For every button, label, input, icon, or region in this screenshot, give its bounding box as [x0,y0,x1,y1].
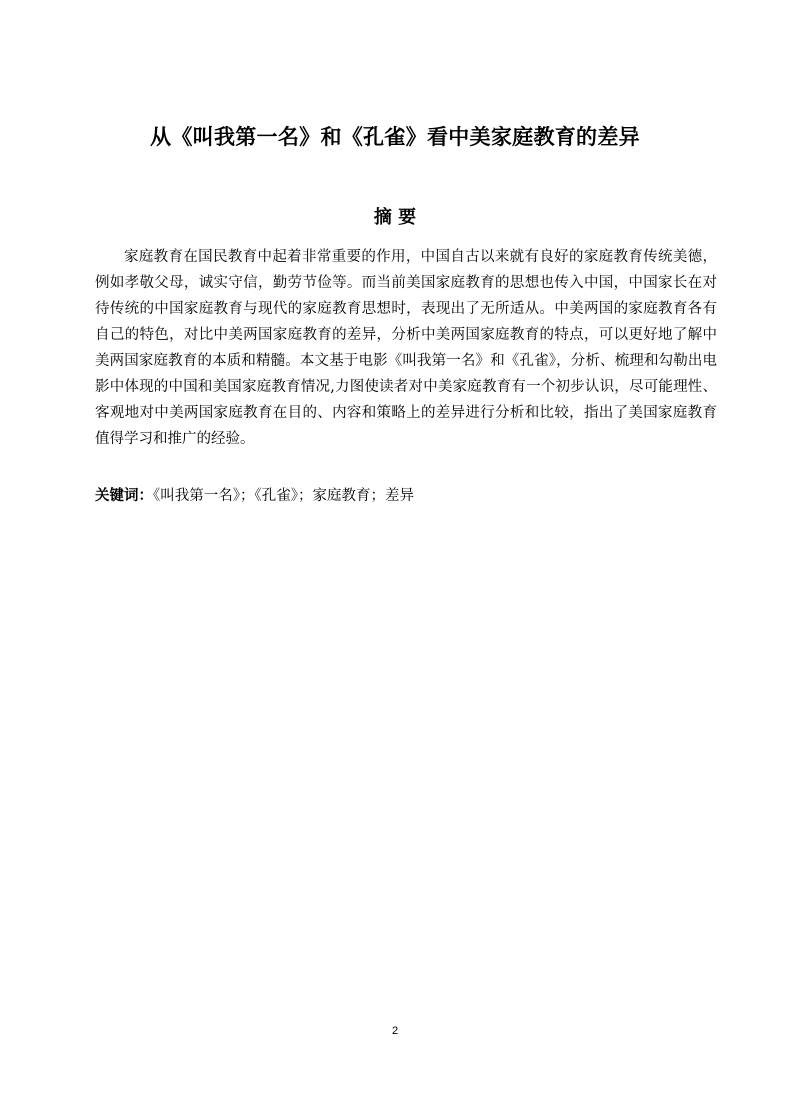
keywords-text: 《叫我第一名》；《孔雀》；家庭教育；差异 [153,488,414,504]
keywords-label: 关键词： [95,488,153,504]
abstract-paragraph: 家庭教育在国民教育中起着非常重要的作用，中国自古以来就有良好的家庭教育传统美德，例如孝敬父母，诚实守信，勤劳节俭等。而当前美国家庭教育的思想也传入中国，中国家长在对待传统的中国家庭教育与现代的家庭教育思想时，表现出了无所适从。中美两国的家庭教育各有自己的特色，对比中美两国家庭教育的差异，分析中美两国家庭教育的特点，可以更好地了解中美两国家庭教育的本质和精髓。本文基于电影《叫我第一名》和《孔雀》，分析、梳理和勾勒出电影中体现的中国和美国家庭教育情况,力图使读者对中美家庭教育有一个初步认识，尽可能理性、客观地对中美两国家庭教育在目的、内容和策略上的差异进行分析和比较，指出了美国家庭教育值得学习和推广的经验。 [95,249,717,447]
keywords-line [95,484,717,508]
abstract-heading: 摘 要 [373,207,417,228]
page-title: 从《叫我第一名》和《孔雀》看中美家庭教育的差异 [150,125,640,149]
page-number: 2 [391,1025,399,1037]
